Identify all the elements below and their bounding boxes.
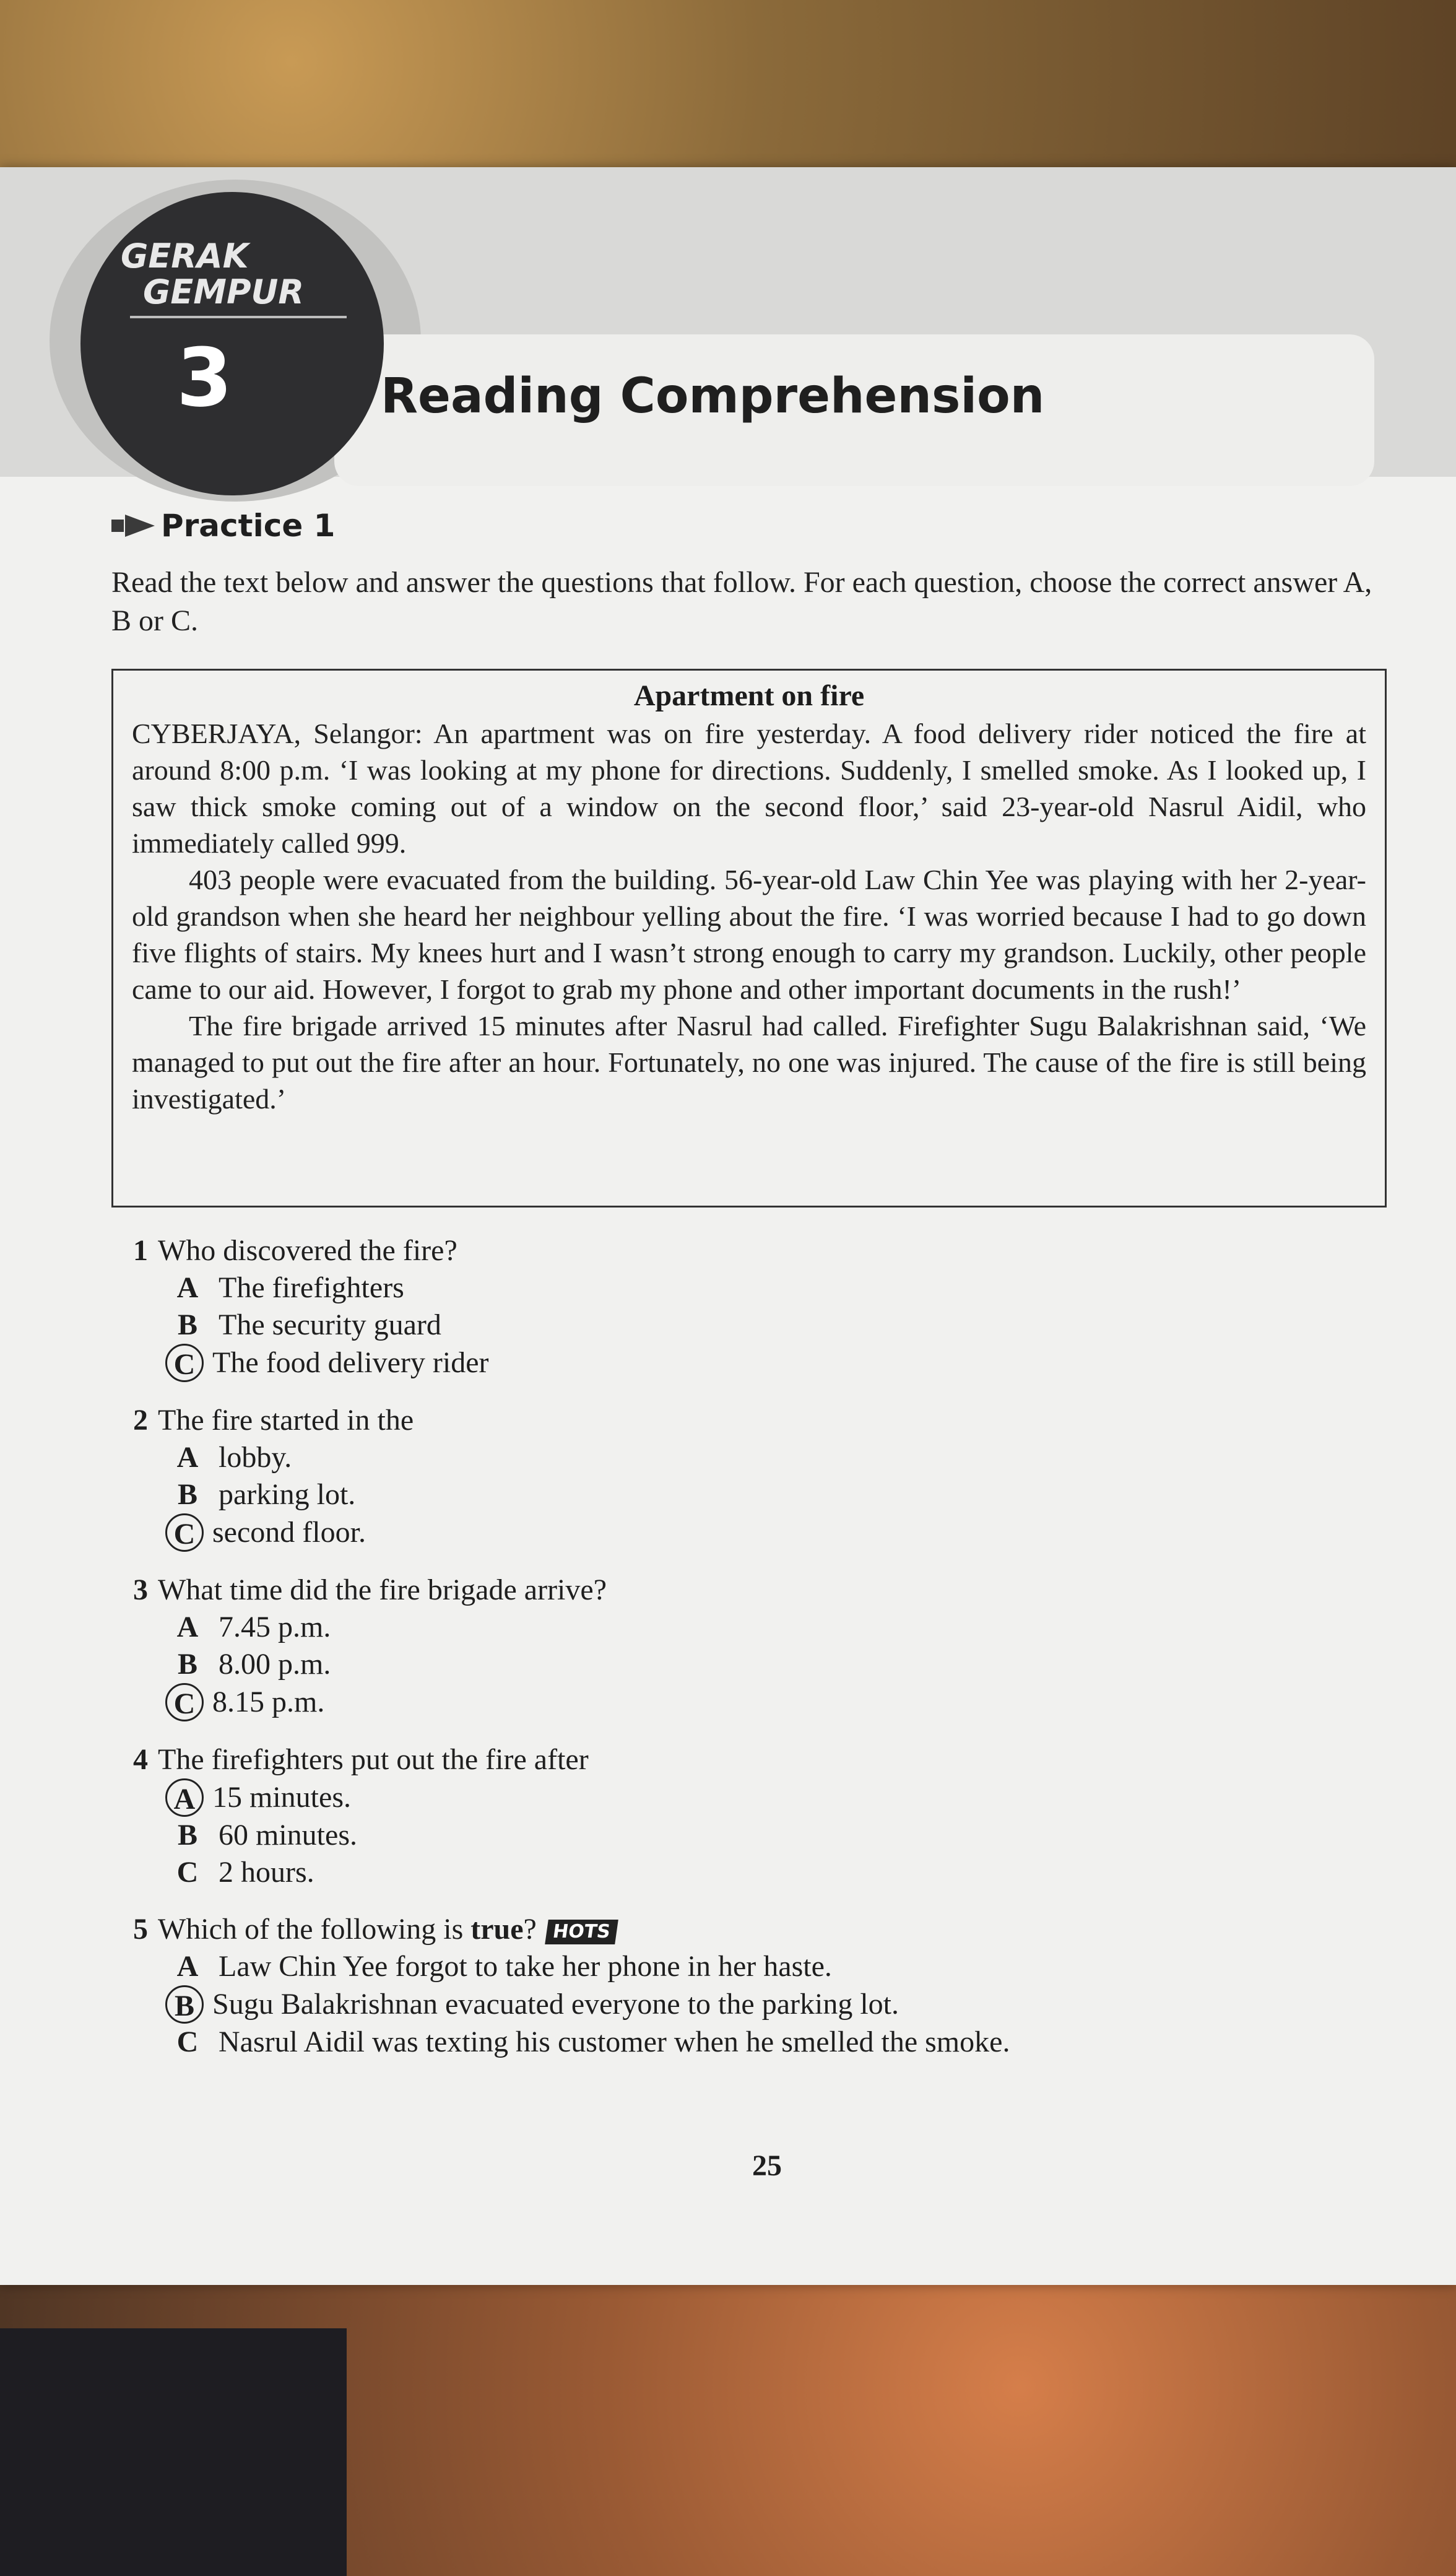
brand-logo: [121, 238, 304, 310]
option-a[interactable]: [133, 1439, 1371, 1476]
option-a[interactable]: [133, 1269, 1371, 1307]
passage-paragraph: The fire brigade arrived 15 minutes after Nasrul had called. Firefighter Sugu Balakrishnan said, ‘We managed to put out the fire after an hour. Fortunately, no one was injured. The cause of the fire is still being investigated.’: [132, 1010, 1366, 1115]
option-letter: A: [176, 1271, 199, 1304]
option-text: 8.15 p.m.: [212, 1686, 325, 1718]
question-number: 1: [133, 1234, 148, 1267]
passage-paragraph: 403 people were evacuated from the building. 56-year-old Law Chin Yee was playing with her 2-year-old grandson when she heard her neighbour yelling about the fire. ‘I was worried because I had to go down five flights of stairs. My knees hurt and I wasn’t strong enough to carry my grandson. Luckily, other people came to our aid. However, I forgot to grab my phone and other important documents in the rush!’: [132, 864, 1366, 1005]
page-number: 25: [752, 2149, 782, 2182]
option-letter-circled: C: [165, 1513, 204, 1552]
option-text: The firefighters: [219, 1271, 404, 1304]
option-a[interactable]: [133, 1778, 1371, 1817]
option-letter: A: [176, 1441, 199, 1474]
question-4: [133, 1741, 1371, 1891]
option-letter: B: [177, 1478, 197, 1511]
option-c[interactable]: [133, 1854, 1371, 1891]
option-letter: C: [176, 2026, 199, 2058]
arrow-right-icon: [111, 515, 155, 537]
question-stem-emphasis: true: [470, 1913, 524, 1946]
option-text: lobby.: [219, 1441, 292, 1474]
option-letter-circled: B: [165, 1985, 204, 2024]
option-b[interactable]: [133, 1307, 1371, 1344]
option-a[interactable]: [133, 1948, 1371, 1985]
option-c[interactable]: [133, 1344, 1371, 1382]
option-text: Law Chin Yee forgot to take her phone in her haste.: [219, 1950, 832, 1983]
option-letter: A: [176, 1611, 199, 1643]
passage-title: Apartment on fire: [633, 679, 865, 712]
option-text: 2 hours.: [219, 1856, 314, 1889]
question-3: [133, 1572, 1371, 1721]
instructions: Read the text below and answer the questions that follow. For each question, choose the correct answer A, B or C.: [111, 566, 1372, 637]
brand-line-2: GEMPUR: [143, 272, 304, 311]
question-stem: The firefighters put out the fire after: [158, 1743, 589, 1776]
question-number: 2: [133, 1404, 148, 1437]
background-dark-corner: [0, 2328, 347, 2576]
option-letter: C: [176, 1856, 199, 1889]
option-text: 7.45 p.m.: [219, 1611, 331, 1643]
question-stem-suffix: ?: [523, 1913, 537, 1946]
question-1: [133, 1232, 1371, 1382]
option-letter-circled: C: [165, 1683, 204, 1721]
brand-line-1: GERAK: [121, 237, 249, 276]
workbook-page: [0, 167, 1456, 2285]
option-c[interactable]: [133, 2024, 1371, 2061]
option-b[interactable]: [133, 1476, 1371, 1513]
passage-box: [111, 669, 1387, 1208]
practice-heading: [111, 508, 335, 544]
hots-badge: HOTS: [545, 1920, 618, 1944]
option-letter-circled: A: [165, 1778, 204, 1817]
practice-label: Practice 1: [161, 508, 336, 544]
option-b[interactable]: [133, 1985, 1371, 2024]
option-text: second floor.: [212, 1516, 366, 1549]
question-stem: Which of the following is: [158, 1913, 471, 1946]
option-letter: B: [177, 1308, 197, 1341]
option-text: Sugu Balakrishnan evacuated everyone to the parking lot.: [212, 1988, 899, 2021]
question-number: 4: [133, 1743, 148, 1776]
option-b[interactable]: [133, 1646, 1371, 1683]
option-c[interactable]: [133, 1683, 1371, 1721]
question-stem: What time did the fire brigade arrive?: [158, 1573, 607, 1606]
chapter-number: 3: [176, 331, 233, 425]
question-number: 5: [133, 1913, 148, 1946]
question-2: [133, 1402, 1371, 1552]
brand-underline: [130, 316, 347, 318]
question-5: [133, 1911, 1371, 2061]
option-letter: B: [177, 1648, 197, 1681]
option-text: 8.00 p.m.: [219, 1648, 331, 1681]
option-text: The security guard: [219, 1308, 441, 1341]
passage-paragraph: CYBERJAYA, Selangor: An apartment was on fire yesterday. A food delivery rider noticed the fire at around 8:00 p.m. ‘I was looking at my phone for directions. Suddenly, I smelled smoke. As I looked up, I saw thick smoke coming out of a window on the second floor,’ said 23-year-old Nasrul Aidil, who immediately called 999.: [132, 718, 1366, 859]
option-b[interactable]: [133, 1817, 1371, 1854]
question-stem: Who discovered the fire?: [158, 1234, 457, 1267]
option-letter-circled: C: [165, 1344, 204, 1382]
option-c[interactable]: [133, 1513, 1371, 1552]
option-text: parking lot.: [219, 1478, 356, 1511]
option-letter: B: [177, 1819, 197, 1852]
option-text: Nasrul Aidil was texting his customer when he smelled the smoke.: [219, 2026, 1010, 2058]
option-text: 15 minutes.: [212, 1781, 351, 1814]
question-number: 3: [133, 1573, 148, 1606]
option-letter: A: [176, 1950, 199, 1983]
option-text: The food delivery rider: [212, 1346, 489, 1379]
question-stem: The fire started in the: [158, 1404, 414, 1437]
option-a[interactable]: [133, 1609, 1371, 1646]
question-list: [133, 1232, 1371, 2081]
option-text: 60 minutes.: [219, 1819, 357, 1852]
chapter-title: Reading Comprehension: [381, 368, 1045, 424]
